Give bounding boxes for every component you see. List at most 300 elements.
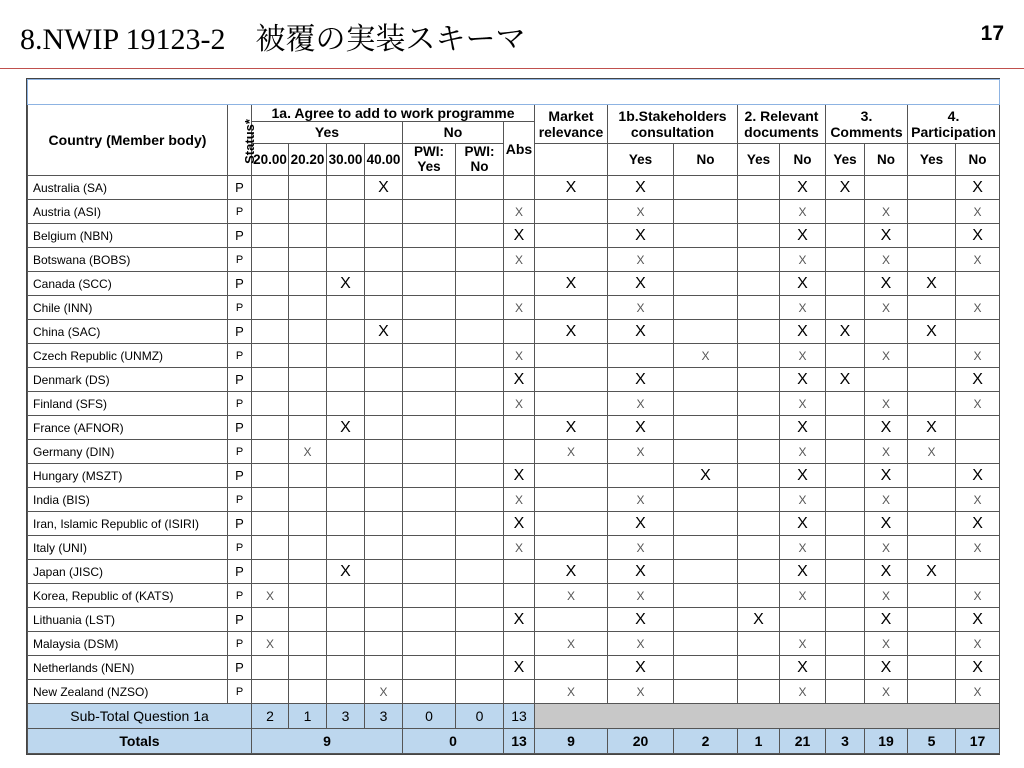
vote-cell <box>252 320 289 344</box>
votes-table <box>27 79 1000 754</box>
vote-cell <box>289 320 327 344</box>
vote-cell: X <box>504 368 535 392</box>
status-cell: P <box>228 680 252 704</box>
vote-cell <box>908 224 956 248</box>
status-cell: P <box>228 296 252 320</box>
status-cell: P <box>228 272 252 296</box>
country-cell: Australia (SA) <box>28 176 228 200</box>
vote-cell <box>289 488 327 512</box>
vote-cell: X <box>780 176 826 200</box>
vote-cell <box>327 392 365 416</box>
vote-cell: X <box>956 224 1000 248</box>
vote-cell <box>956 272 1000 296</box>
vote-cell <box>456 512 504 536</box>
table-row <box>28 560 1000 584</box>
vote-cell <box>365 560 403 584</box>
vote-cell <box>327 248 365 272</box>
vote-cell: X <box>865 392 908 416</box>
vote-cell: X <box>535 680 608 704</box>
vote-cell <box>908 680 956 704</box>
vote-cell <box>252 656 289 680</box>
vote-cell <box>365 344 403 368</box>
vote-cell: X <box>780 248 826 272</box>
vote-cell <box>365 296 403 320</box>
vote-cell: X <box>908 440 956 464</box>
vote-cell <box>826 536 865 560</box>
subtotal-cell: 3 <box>365 704 403 729</box>
country-cell: Germany (DIN) <box>28 440 228 464</box>
vote-cell: X <box>252 584 289 608</box>
vote-cell <box>289 368 327 392</box>
totals-cell: 2 <box>674 729 738 754</box>
vote-cell <box>403 440 456 464</box>
status-cell: P <box>228 248 252 272</box>
member-rows <box>28 176 1000 704</box>
vote-cell: X <box>327 560 365 584</box>
table-row <box>28 176 1000 200</box>
subtotal-cell: 0 <box>403 704 456 729</box>
country-cell: Netherlands (NEN) <box>28 656 228 680</box>
vote-cell: X <box>780 584 826 608</box>
vote-cell <box>403 680 456 704</box>
vote-cell <box>535 224 608 248</box>
vote-cell: X <box>674 464 738 488</box>
totals-cell: 19 <box>865 729 908 754</box>
vote-cell <box>865 176 908 200</box>
vote-cell <box>674 392 738 416</box>
vote-cell <box>535 392 608 416</box>
country-cell: Botswana (BOBS) <box>28 248 228 272</box>
votes-table-container <box>26 78 1000 755</box>
vote-cell <box>826 680 865 704</box>
vote-cell <box>327 200 365 224</box>
vote-cell <box>908 392 956 416</box>
vote-cell <box>738 512 780 536</box>
vote-cell <box>365 368 403 392</box>
vote-cell: X <box>504 296 535 320</box>
vote-cell: X <box>865 632 908 656</box>
vote-cell <box>327 584 365 608</box>
vote-cell: X <box>504 248 535 272</box>
totals-cell: 20 <box>608 729 674 754</box>
table-row <box>28 200 1000 224</box>
vote-cell <box>403 224 456 248</box>
vote-cell <box>365 488 403 512</box>
vote-cell <box>252 416 289 440</box>
vote-cell <box>365 440 403 464</box>
vote-cell: X <box>608 200 674 224</box>
vote-cell <box>738 488 780 512</box>
vote-cell <box>289 200 327 224</box>
vote-cell <box>365 200 403 224</box>
vote-cell <box>456 248 504 272</box>
vote-cell <box>956 560 1000 584</box>
vote-cell <box>365 608 403 632</box>
vote-cell: X <box>365 680 403 704</box>
vote-cell <box>738 248 780 272</box>
vote-cell <box>738 416 780 440</box>
vote-cell: X <box>865 272 908 296</box>
vote-cell <box>908 368 956 392</box>
vote-cell: X <box>535 584 608 608</box>
vote-cell <box>403 296 456 320</box>
yes-col-header: 20.00 <box>252 143 289 175</box>
vote-cell <box>674 296 738 320</box>
vote-cell <box>327 512 365 536</box>
vote-cell: X <box>608 272 674 296</box>
vote-cell: X <box>780 440 826 464</box>
vote-cell <box>327 368 365 392</box>
vote-cell: X <box>608 512 674 536</box>
vote-cell: X <box>504 488 535 512</box>
vote-cell <box>456 176 504 200</box>
vote-cell <box>456 560 504 584</box>
vote-cell <box>365 464 403 488</box>
vote-cell <box>456 368 504 392</box>
vote-cell <box>826 584 865 608</box>
vote-cell: X <box>535 416 608 440</box>
vote-cell <box>365 536 403 560</box>
vote-cell <box>674 440 738 464</box>
vote-cell <box>289 632 327 656</box>
vote-cell <box>403 464 456 488</box>
vote-cell: X <box>956 248 1000 272</box>
vote-cell <box>327 488 365 512</box>
vote-cell <box>738 464 780 488</box>
yn-header: No <box>780 143 826 175</box>
table-row <box>28 512 1000 536</box>
vote-cell: X <box>504 344 535 368</box>
table-row <box>28 584 1000 608</box>
vote-cell <box>674 416 738 440</box>
vote-cell: X <box>956 608 1000 632</box>
vote-cell <box>674 272 738 296</box>
vote-cell <box>738 224 780 248</box>
vote-cell <box>289 296 327 320</box>
vote-cell <box>738 392 780 416</box>
vote-cell <box>289 656 327 680</box>
vote-cell: X <box>956 512 1000 536</box>
subtotal-label: Sub-Total Question 1a <box>28 704 252 729</box>
vote-cell: X <box>252 632 289 656</box>
vote-cell: X <box>608 248 674 272</box>
country-cell: Iran, Islamic Republic of (ISIRI) <box>28 512 228 536</box>
vote-cell <box>535 200 608 224</box>
vote-cell <box>252 536 289 560</box>
status-cell: P <box>228 440 252 464</box>
vote-cell: X <box>956 392 1000 416</box>
vote-cell: X <box>608 392 674 416</box>
vote-cell: X <box>780 320 826 344</box>
vote-cell <box>252 464 289 488</box>
vote-cell <box>403 584 456 608</box>
country-cell: Japan (JISC) <box>28 560 228 584</box>
vote-cell: X <box>865 248 908 272</box>
vote-cell: X <box>535 176 608 200</box>
vote-cell <box>826 224 865 248</box>
status-cell: P <box>228 344 252 368</box>
title-rule <box>0 68 1024 69</box>
vote-cell <box>826 296 865 320</box>
table-row <box>28 248 1000 272</box>
vote-cell: X <box>608 440 674 464</box>
totals-no: 0 <box>403 729 504 754</box>
totals-cell: 1 <box>738 729 780 754</box>
vote-cell <box>738 440 780 464</box>
vote-cell: X <box>608 368 674 392</box>
vote-cell <box>535 512 608 536</box>
country-cell: Korea, Republic of (KATS) <box>28 584 228 608</box>
vote-cell: X <box>780 512 826 536</box>
vote-cell <box>403 320 456 344</box>
vote-cell <box>738 344 780 368</box>
vote-cell: X <box>327 272 365 296</box>
vote-cell <box>956 440 1000 464</box>
vote-cell <box>456 656 504 680</box>
vote-cell <box>504 560 535 584</box>
table-row <box>28 368 1000 392</box>
vote-cell: X <box>865 296 908 320</box>
vote-cell <box>403 176 456 200</box>
vote-cell <box>908 584 956 608</box>
country-cell: Belgium (NBN) <box>28 224 228 248</box>
yn-header: No <box>956 143 1000 175</box>
vote-cell <box>327 296 365 320</box>
q1b-header: 1b.Stakeholders consultation <box>608 105 738 144</box>
q1a-header: 1a. Agree to add to work programme <box>252 105 535 122</box>
vote-cell <box>504 440 535 464</box>
vote-cell <box>252 488 289 512</box>
country-cell: Czech Republic (UNMZ) <box>28 344 228 368</box>
vote-cell <box>289 608 327 632</box>
vote-cell <box>535 656 608 680</box>
vote-cell <box>826 608 865 632</box>
vote-cell: X <box>865 488 908 512</box>
vote-cell <box>327 440 365 464</box>
vote-cell: X <box>504 536 535 560</box>
vote-cell <box>738 320 780 344</box>
vote-cell: X <box>365 176 403 200</box>
vote-cell <box>504 176 535 200</box>
vote-cell <box>365 656 403 680</box>
vote-cell: X <box>826 368 865 392</box>
vote-cell <box>365 272 403 296</box>
vote-cell: X <box>504 608 535 632</box>
totals-cell: 5 <box>908 729 956 754</box>
q3-header: 3. Comments <box>826 105 908 144</box>
vote-cell: X <box>780 224 826 248</box>
vote-cell: X <box>826 320 865 344</box>
vote-cell <box>365 584 403 608</box>
vote-cell <box>826 344 865 368</box>
table-row <box>28 224 1000 248</box>
vote-cell <box>327 464 365 488</box>
vote-cell <box>327 656 365 680</box>
vote-cell <box>327 608 365 632</box>
status-cell: P <box>228 176 252 200</box>
vote-cell <box>456 416 504 440</box>
vote-cell <box>826 392 865 416</box>
status-cell: P <box>228 512 252 536</box>
vote-cell <box>456 440 504 464</box>
totals-cell: 21 <box>780 729 826 754</box>
vote-cell <box>908 296 956 320</box>
vote-cell: X <box>535 440 608 464</box>
vote-cell <box>365 416 403 440</box>
status-cell: P <box>228 632 252 656</box>
subtotal-cell: 1 <box>289 704 327 729</box>
abs-header: Abs <box>504 122 535 176</box>
vote-cell: X <box>780 344 826 368</box>
vote-cell <box>456 200 504 224</box>
vote-cell <box>908 512 956 536</box>
status-cell: P <box>228 368 252 392</box>
status-cell: P <box>228 224 252 248</box>
vote-cell: X <box>504 392 535 416</box>
slide-title: 8.NWIP 19123-2 被覆の実装スキーマ <box>20 23 526 56</box>
vote-cell: X <box>365 320 403 344</box>
vote-cell: X <box>608 656 674 680</box>
vote-cell <box>252 344 289 368</box>
vote-cell: X <box>780 680 826 704</box>
vote-cell: X <box>865 560 908 584</box>
vote-cell <box>826 200 865 224</box>
q1a-no-header: No <box>403 122 504 144</box>
vote-cell <box>738 656 780 680</box>
vote-cell <box>908 608 956 632</box>
vote-cell <box>252 440 289 464</box>
status-cell: P <box>228 536 252 560</box>
country-cell: New Zealand (NZSO) <box>28 680 228 704</box>
vote-cell: X <box>826 176 865 200</box>
vote-cell <box>908 200 956 224</box>
vote-cell <box>456 680 504 704</box>
vote-cell <box>327 536 365 560</box>
vote-cell <box>535 296 608 320</box>
vote-cell: X <box>956 296 1000 320</box>
table-row <box>28 440 1000 464</box>
vote-cell <box>289 416 327 440</box>
vote-cell <box>865 320 908 344</box>
vote-cell <box>826 464 865 488</box>
table-row <box>28 416 1000 440</box>
market-blank-header <box>535 143 608 175</box>
vote-cell: X <box>535 632 608 656</box>
vote-cell: X <box>956 584 1000 608</box>
vote-cell <box>403 536 456 560</box>
vote-cell <box>403 392 456 416</box>
vote-cell <box>289 584 327 608</box>
vote-cell <box>674 656 738 680</box>
vote-cell <box>738 680 780 704</box>
vote-cell <box>826 488 865 512</box>
vote-cell <box>738 560 780 584</box>
vote-cell: X <box>956 344 1000 368</box>
vote-cell: X <box>780 200 826 224</box>
vote-cell: X <box>956 536 1000 560</box>
table-row <box>28 656 1000 680</box>
country-cell: Lithuania (LST) <box>28 608 228 632</box>
vote-cell: X <box>780 392 826 416</box>
vote-cell: X <box>956 632 1000 656</box>
vote-cell <box>738 272 780 296</box>
status-header: Status* <box>228 105 252 176</box>
vote-cell <box>535 488 608 512</box>
vote-cell <box>252 680 289 704</box>
vote-cell <box>826 560 865 584</box>
vote-cell <box>289 224 327 248</box>
vote-cell: X <box>504 224 535 248</box>
vote-cell <box>403 560 456 584</box>
vote-cell: X <box>956 464 1000 488</box>
vote-cell <box>780 608 826 632</box>
vote-cell <box>738 200 780 224</box>
vote-cell <box>908 176 956 200</box>
vote-cell <box>456 272 504 296</box>
yes-col-header: 20.20 <box>289 143 327 175</box>
vote-cell <box>456 536 504 560</box>
vote-cell: X <box>780 272 826 296</box>
totals-row <box>28 729 1000 754</box>
status-cell: P <box>228 560 252 584</box>
vote-cell <box>956 416 1000 440</box>
yes-col-header: 30.00 <box>327 143 365 175</box>
yn-header: No <box>865 143 908 175</box>
vote-cell <box>252 512 289 536</box>
table-row <box>28 632 1000 656</box>
vote-cell: X <box>908 560 956 584</box>
vote-cell <box>289 272 327 296</box>
vote-cell <box>403 488 456 512</box>
yn-header: Yes <box>608 143 674 175</box>
vote-cell <box>674 560 738 584</box>
status-cell: P <box>228 488 252 512</box>
pwi-no-header: PWI: No <box>456 143 504 175</box>
vote-cell: X <box>327 416 365 440</box>
vote-cell <box>535 536 608 560</box>
vote-cell <box>504 584 535 608</box>
vote-cell: X <box>865 536 908 560</box>
vote-cell <box>403 200 456 224</box>
vote-cell <box>865 368 908 392</box>
totals-abs: 13 <box>504 729 535 754</box>
vote-cell <box>738 176 780 200</box>
vote-cell <box>327 632 365 656</box>
subtotal-cell: 13 <box>504 704 535 729</box>
vote-cell <box>403 512 456 536</box>
vote-cell <box>289 512 327 536</box>
vote-cell <box>826 440 865 464</box>
vote-cell: X <box>608 584 674 608</box>
vote-cell <box>403 368 456 392</box>
vote-cell: X <box>535 560 608 584</box>
vote-cell: X <box>908 320 956 344</box>
vote-cell: X <box>865 608 908 632</box>
vote-cell: X <box>608 416 674 440</box>
status-cell: P <box>228 416 252 440</box>
vote-cell: X <box>780 416 826 440</box>
vote-cell <box>456 608 504 632</box>
vote-cell <box>327 320 365 344</box>
vote-cell <box>252 608 289 632</box>
vote-cell <box>908 656 956 680</box>
vote-cell <box>504 632 535 656</box>
country-cell: France (AFNOR) <box>28 416 228 440</box>
vote-cell: X <box>956 200 1000 224</box>
vote-cell <box>456 320 504 344</box>
vote-cell <box>674 176 738 200</box>
vote-cell <box>908 632 956 656</box>
